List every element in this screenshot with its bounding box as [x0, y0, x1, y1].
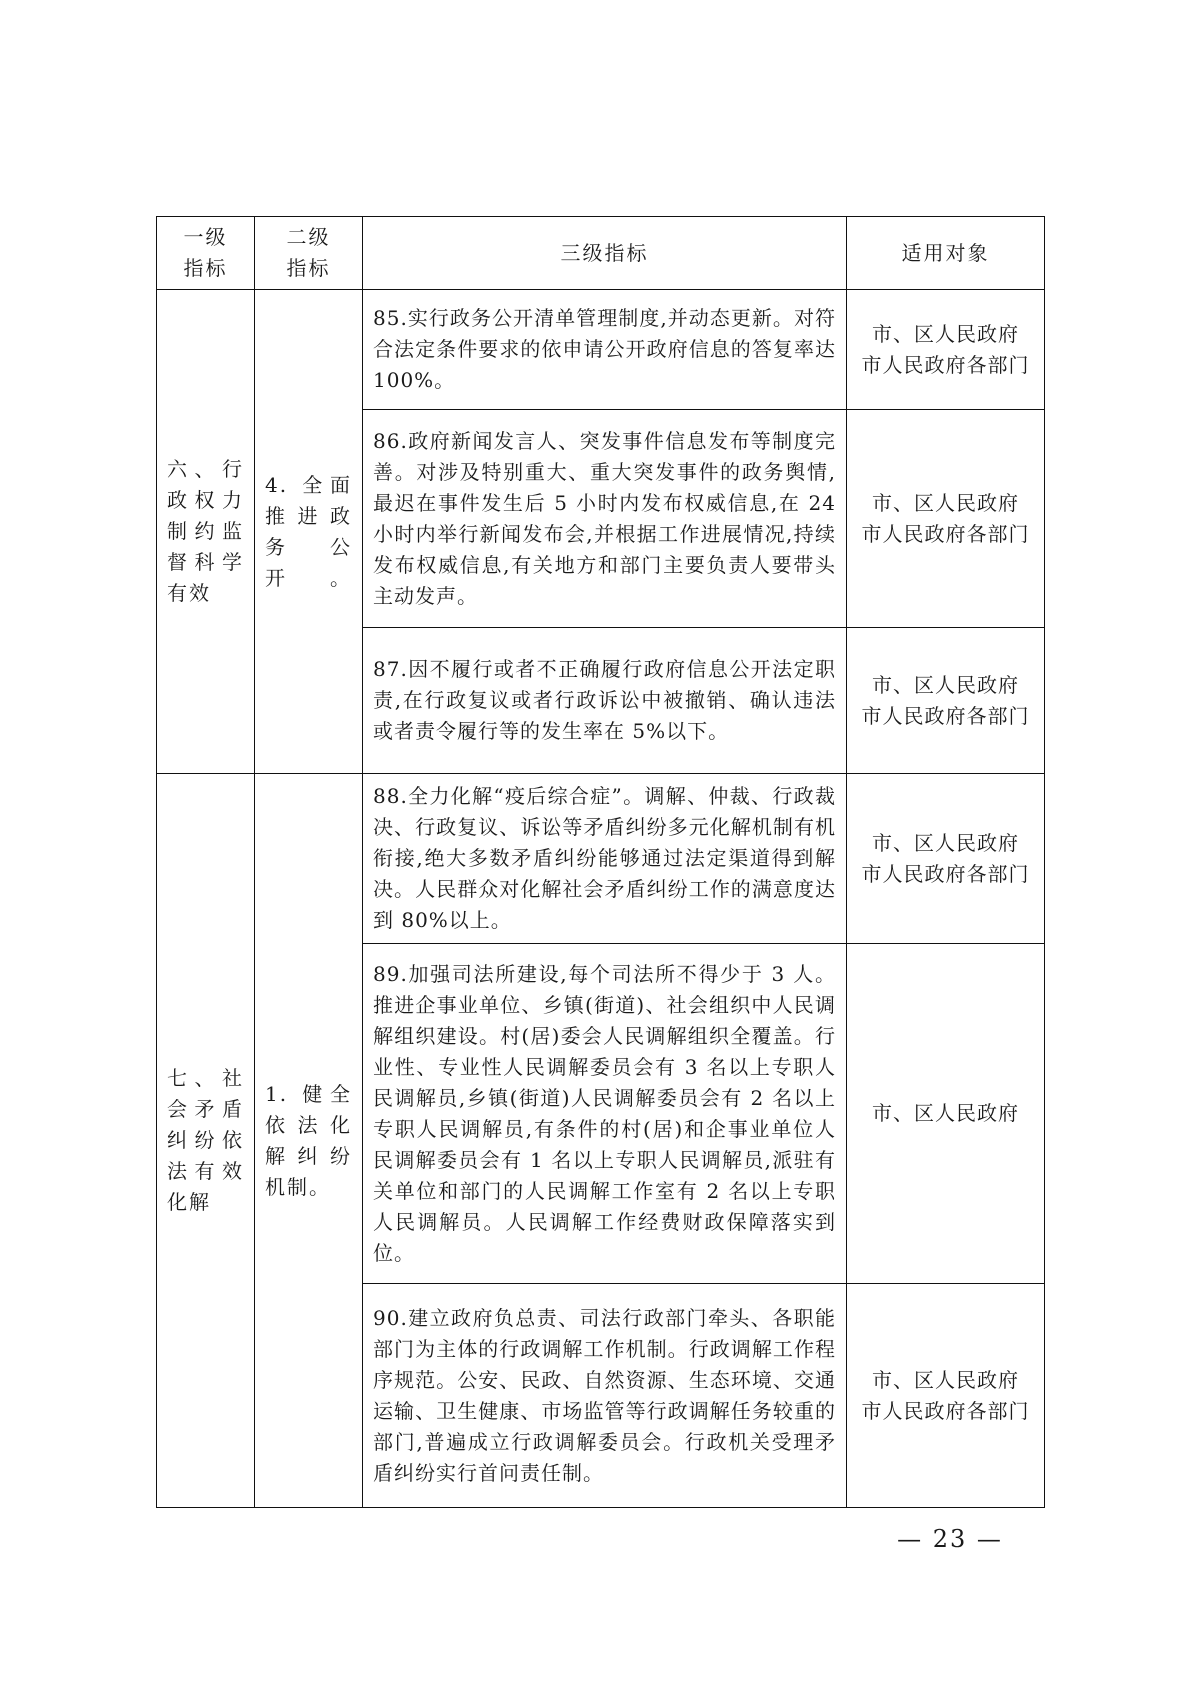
target-line: 市人民政府各部门	[861, 861, 1030, 886]
level1-line: 化解	[167, 1190, 211, 1214]
level1-line: 法有效	[167, 1159, 244, 1183]
target-cell	[847, 410, 1045, 628]
table-row	[157, 774, 1045, 944]
target-cell	[847, 290, 1045, 410]
table-header-row	[157, 217, 1045, 290]
level2-indicator-cell	[255, 290, 363, 774]
level1-line: 督科学	[167, 550, 244, 574]
level3-indicator-cell: 85.实行政务公开清单管理制度,并动态更新。对符合法定条件要求的依申请公开政府信息的答复率达 100%。	[363, 290, 847, 410]
level3-indicator-cell: 90.建立政府负总责、司法行政部门牵头、各职能部门为主体的行政调解工作机制。行政调解工作程序规范。公安、民政、自然资源、生态环境、交通运输、卫生健康、市场监管等行政调解任务较重的部门,普遍成立行政调解委员会。行政机关受理矛盾纠纷实行首问责任制。	[363, 1284, 847, 1508]
target-cell	[847, 944, 1045, 1284]
level2-indicator-cell	[255, 774, 363, 1508]
level1-line: 纠纷依	[167, 1128, 244, 1152]
target-line: 市、区人民政府	[872, 672, 1019, 697]
target-line: 市、区人民政府	[872, 830, 1019, 855]
header-level3: 三级指标	[363, 217, 847, 290]
header-level1	[157, 217, 255, 290]
target-line: 市、区人民政府	[872, 321, 1019, 346]
header-target: 适用对象	[847, 217, 1045, 290]
level2-line: 推进政	[265, 503, 352, 528]
level1-indicator-cell	[157, 774, 255, 1508]
level1-line: 七、社	[167, 1066, 244, 1090]
target-line: 市人民政府各部门	[861, 521, 1030, 546]
level1-line: 政权力	[167, 488, 244, 512]
level3-indicator-cell: 86.政府新闻发言人、突发事件信息发布等制度完善。对涉及特别重大、重大突发事件的政务舆情,最迟在事件发生后 5 小时内发布权威信息,在 24 小时内举行新闻发布会,并根据工作进展情况,持续发布权威信息,有关地方和部门主要负责人要带头主动发声。	[363, 410, 847, 628]
target-line: 市人民政府各部门	[861, 703, 1030, 728]
target-line: 市人民政府各部门	[861, 1398, 1030, 1423]
header-level2	[255, 217, 363, 290]
level1-line: 有效	[167, 581, 211, 605]
target-line: 市、区人民政府	[872, 1367, 1019, 1392]
header-level1-line: 指标	[183, 256, 228, 280]
level3-indicator-cell: 89.加强司法所建设,每个司法所不得少于 3 人。推进企事业单位、乡镇(街道)、社会组织中人民调解组织建设。村(居)委会人民调解组织全覆盖。行业性、专业性人民调解委员会有 3 名以上专职人民调解员,乡镇(街道)人民调解委员会有 2 名以上专职人民调解员,有条件的村(居)和企事业单位人民调解委员会有 1 名以上专职人民调解员,派驻有关单位和部门的人民调解工作室有 2 名以上专职人民调解员。人民调解工作经费财政保障落实到位。	[363, 944, 847, 1284]
page-number: — 23 —	[897, 1525, 1003, 1553]
level2-line: 解纠纷	[265, 1143, 352, 1168]
header-level1-line: 一级	[183, 225, 228, 249]
level2-line: 务公开。	[265, 534, 352, 590]
level1-line: 六、行	[167, 457, 244, 481]
header-level2-line: 二级	[286, 225, 331, 249]
target-line: 市、区人民政府	[872, 1101, 1019, 1125]
target-line: 市、区人民政府	[872, 490, 1019, 515]
target-line: 市人民政府各部门	[861, 352, 1030, 377]
level1-line: 制约监	[167, 519, 244, 543]
indicator-table	[156, 216, 1045, 1508]
header-level2-line: 指标	[286, 256, 331, 280]
level3-indicator-cell: 87.因不履行或者不正确履行政府信息公开法定职责,在行政复议或者行政诉讼中被撤销、确认违法或者责令履行等的发生率在 5%以下。	[363, 628, 847, 774]
level1-line: 会矛盾	[167, 1097, 244, 1121]
level2-line: 依法化	[265, 1112, 352, 1137]
level3-indicator-cell: 88.全力化解“疫后综合症”。调解、仲裁、行政裁决、行政复议、诉讼等矛盾纠纷多元化解机制有机衔接,绝大多数矛盾纠纷能够通过法定渠道得到解决。人民群众对化解社会矛盾纠纷工作的满意度达到 80%以上。	[363, 774, 847, 944]
level2-line: 4. 全面	[265, 472, 352, 497]
target-cell	[847, 774, 1045, 944]
target-cell	[847, 628, 1045, 774]
level2-line: 机制。	[265, 1174, 331, 1199]
level1-indicator-cell	[157, 290, 255, 774]
table-row	[157, 290, 1045, 410]
level2-line: 1. 健全	[265, 1081, 352, 1106]
target-cell	[847, 1284, 1045, 1508]
